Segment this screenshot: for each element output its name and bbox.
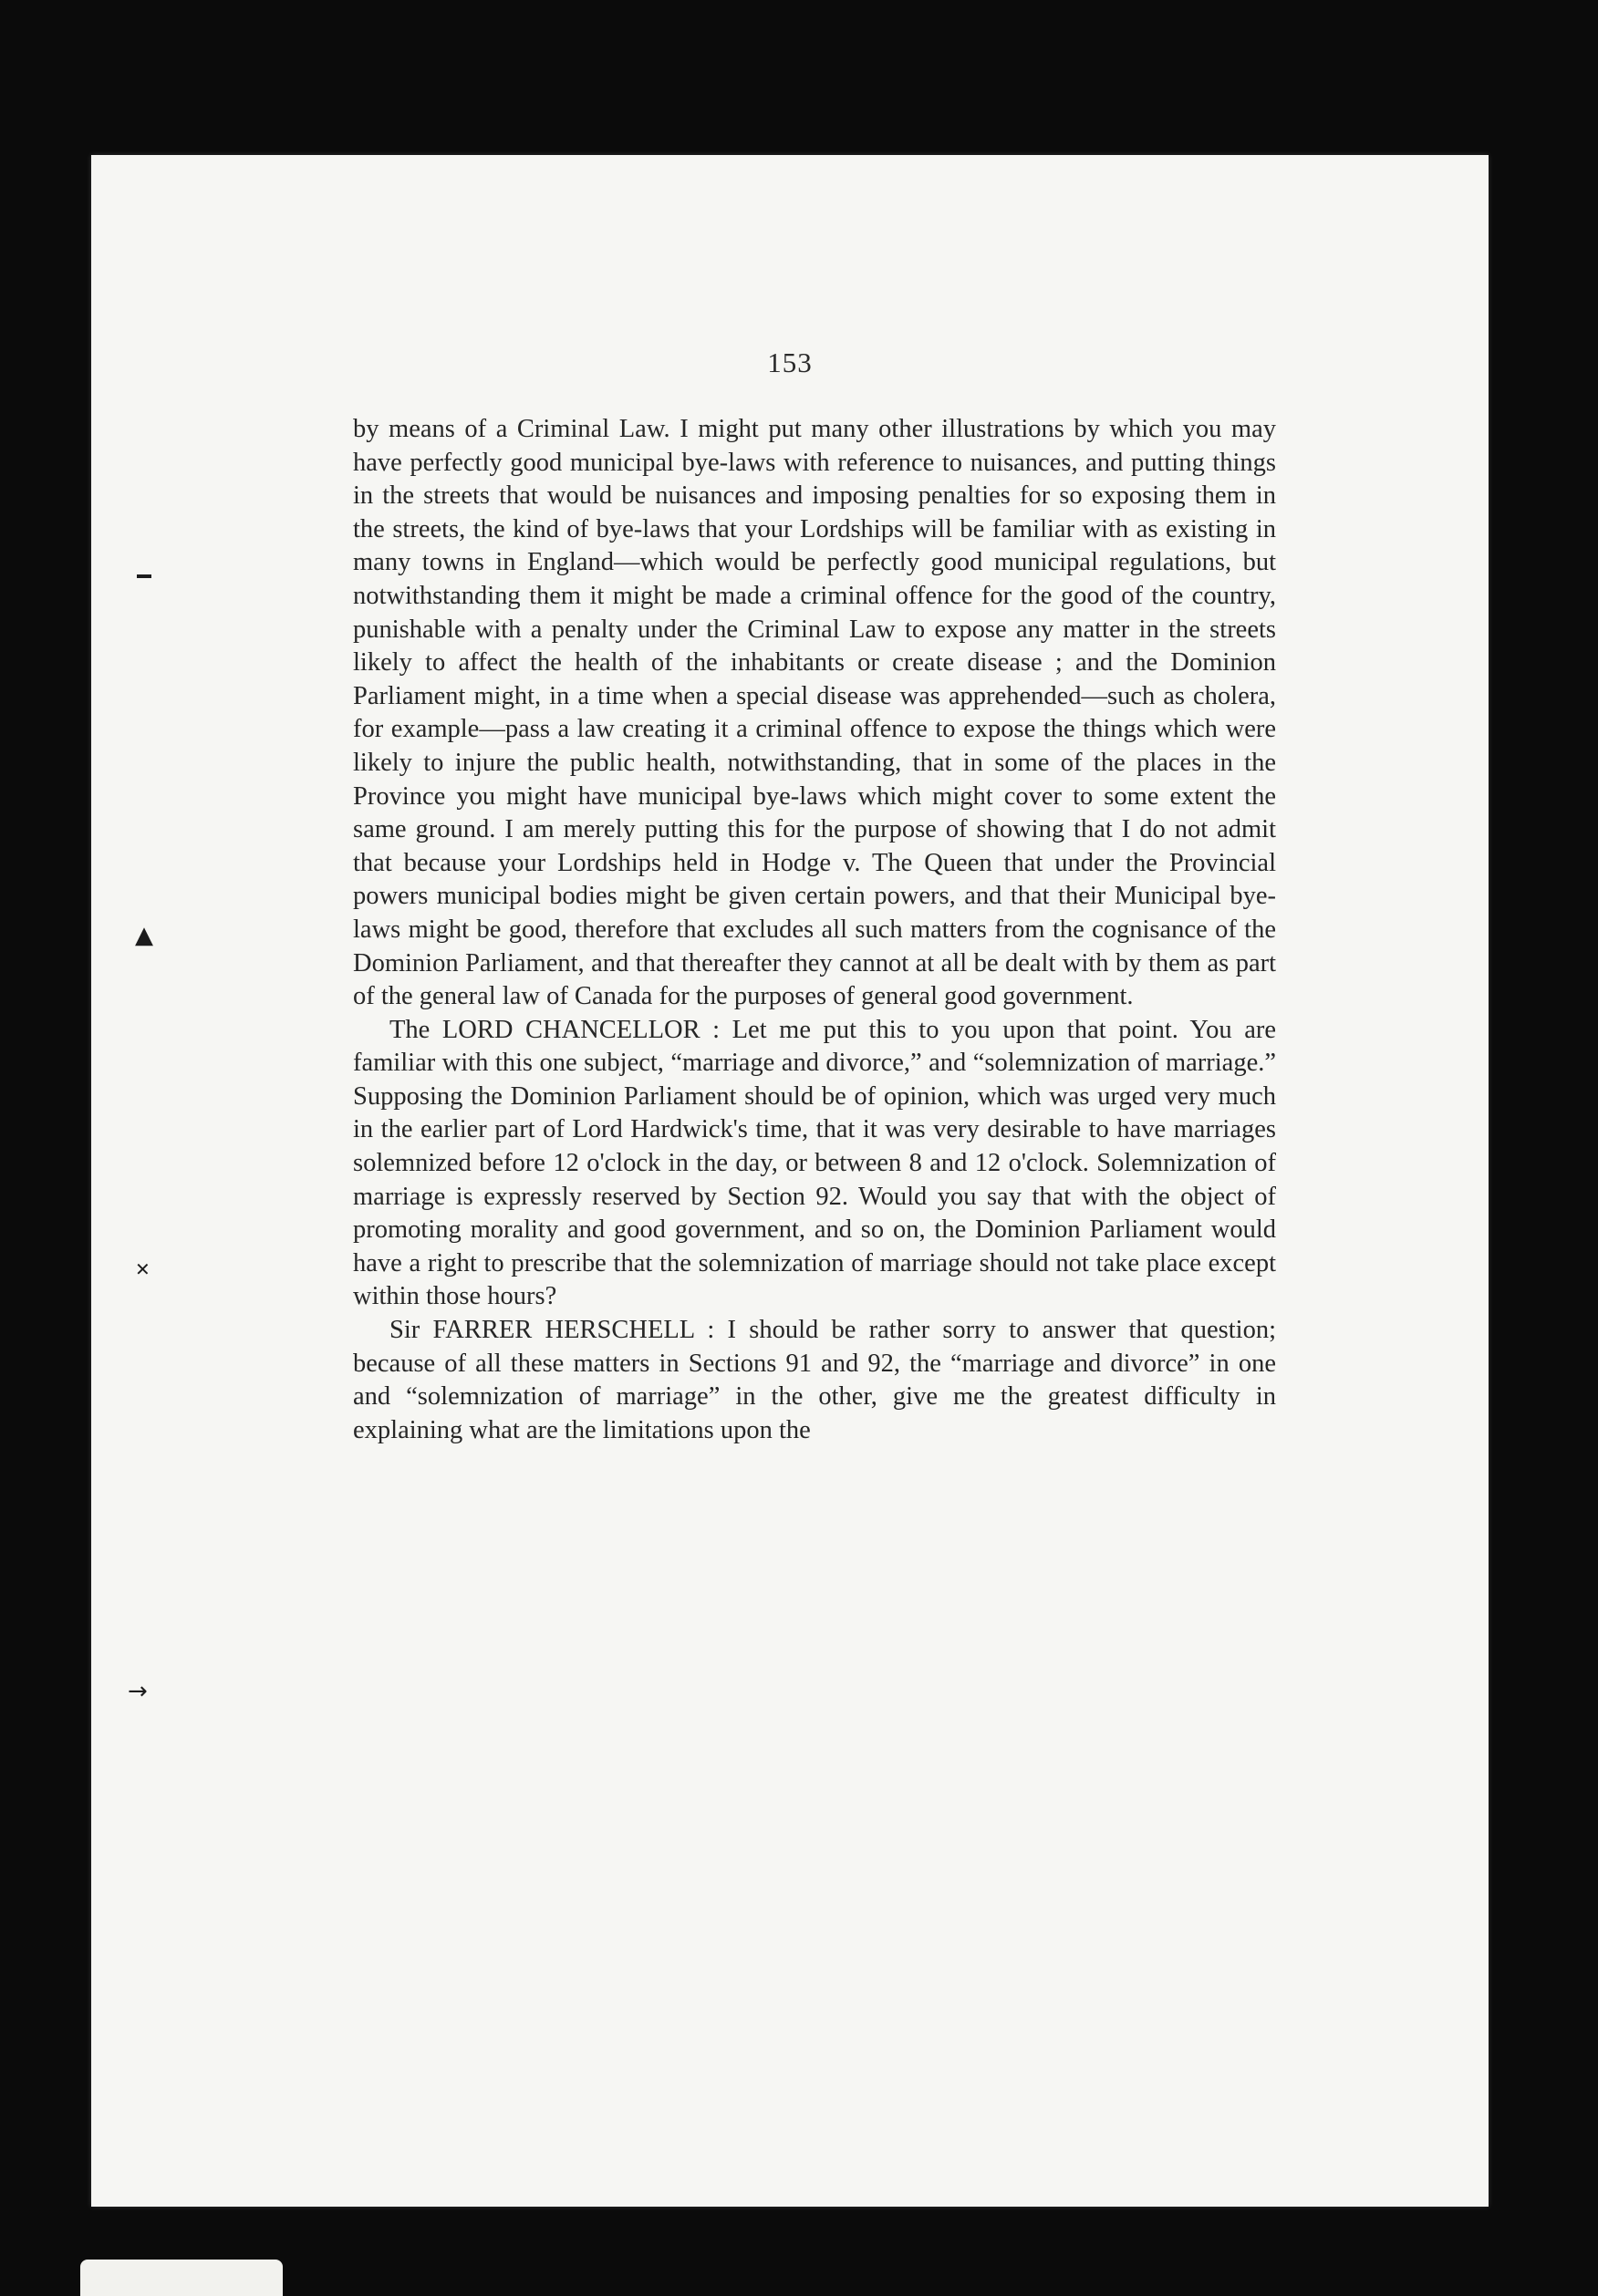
margin-bullet-mark: ▲	[135, 922, 153, 949]
margin-x-mark: ✕	[135, 1258, 150, 1280]
paragraph-lord-chancellor: The LORD CHANCELLOR : Let me put this to you upon that point. You are familiar with this one subject, “marriage and divorce,” and “solemnization of marriage.” Supposing the Dominion Parliament should be of opinion, which was urged very much in the earlier part of Lord Hardwick's time, that it was very desirable to have marriages solemnized before 12 o'clock in the day, or between 8 and 12 o'clock. Solemnization of marriage is expressly reserved by Section 92. Would you say that with the object of promoting morality and good government, and so on, the Dominion Parliament would have a right to prescribe that the solemnization of marriage should not take place except within those hours?	[353, 1015, 1276, 1311]
document-page	[91, 155, 1489, 2207]
page-number: 153	[767, 346, 813, 378]
margin-dash-mark	[137, 574, 151, 578]
paragraph-continuation: by means of a Criminal Law. I might put many other illustrations by which you may have perfectly good municipal bye-laws with reference to nuisances, and putting things in the streets that would be nuisances and imposing penalties for so exposing them in the streets, the kind of bye-laws that your Lordships will be familiar with as existing in many towns in England—which would be perfectly good municipal regulations, but notwithstanding them it might be made a criminal offence for the good of the country, punishable with a penalty under the Criminal Law to expose any matter in the streets likely to affect the health of the inhabitants or create disease ; and the Dominion Parliament might, in a time when a special disease was apprehended—such as cholera, for example—pass a law creating it a criminal offence to expose the things which were likely to injure the public health, notwithstanding, that in some of the places in the Province you might have municipal bye-laws which might cover to some extent the same ground. I am merely putting this for the purpose of showing that I do not admit that because your Lordships held in Hodge v. The Queen that under the Provincial powers municipal bodies might be given certain powers, and that their Municipal bye-laws might be good, therefore that excludes all such matters from the cognisance of the Dominion Parliament, and that thereafter they cannot at all be dealt with by them as part of the general law of Canada for the purposes of general good government.	[353, 415, 1276, 1011]
paragraph-farrer-herschell: Sir FARRER HERSCHELL : I should be rather sorry to answer that question; because of all these matters in Sections 91 and 92, the “marriage and divorce” in one and “solemnization of marriage” in the other, give me the greatest difficulty in explaining what are the limitations upon the	[353, 1316, 1276, 1444]
scan-corner-tab	[80, 2260, 283, 2296]
margin-arrow-mark: →	[128, 1678, 148, 1705]
body-text	[353, 413, 1276, 1447]
